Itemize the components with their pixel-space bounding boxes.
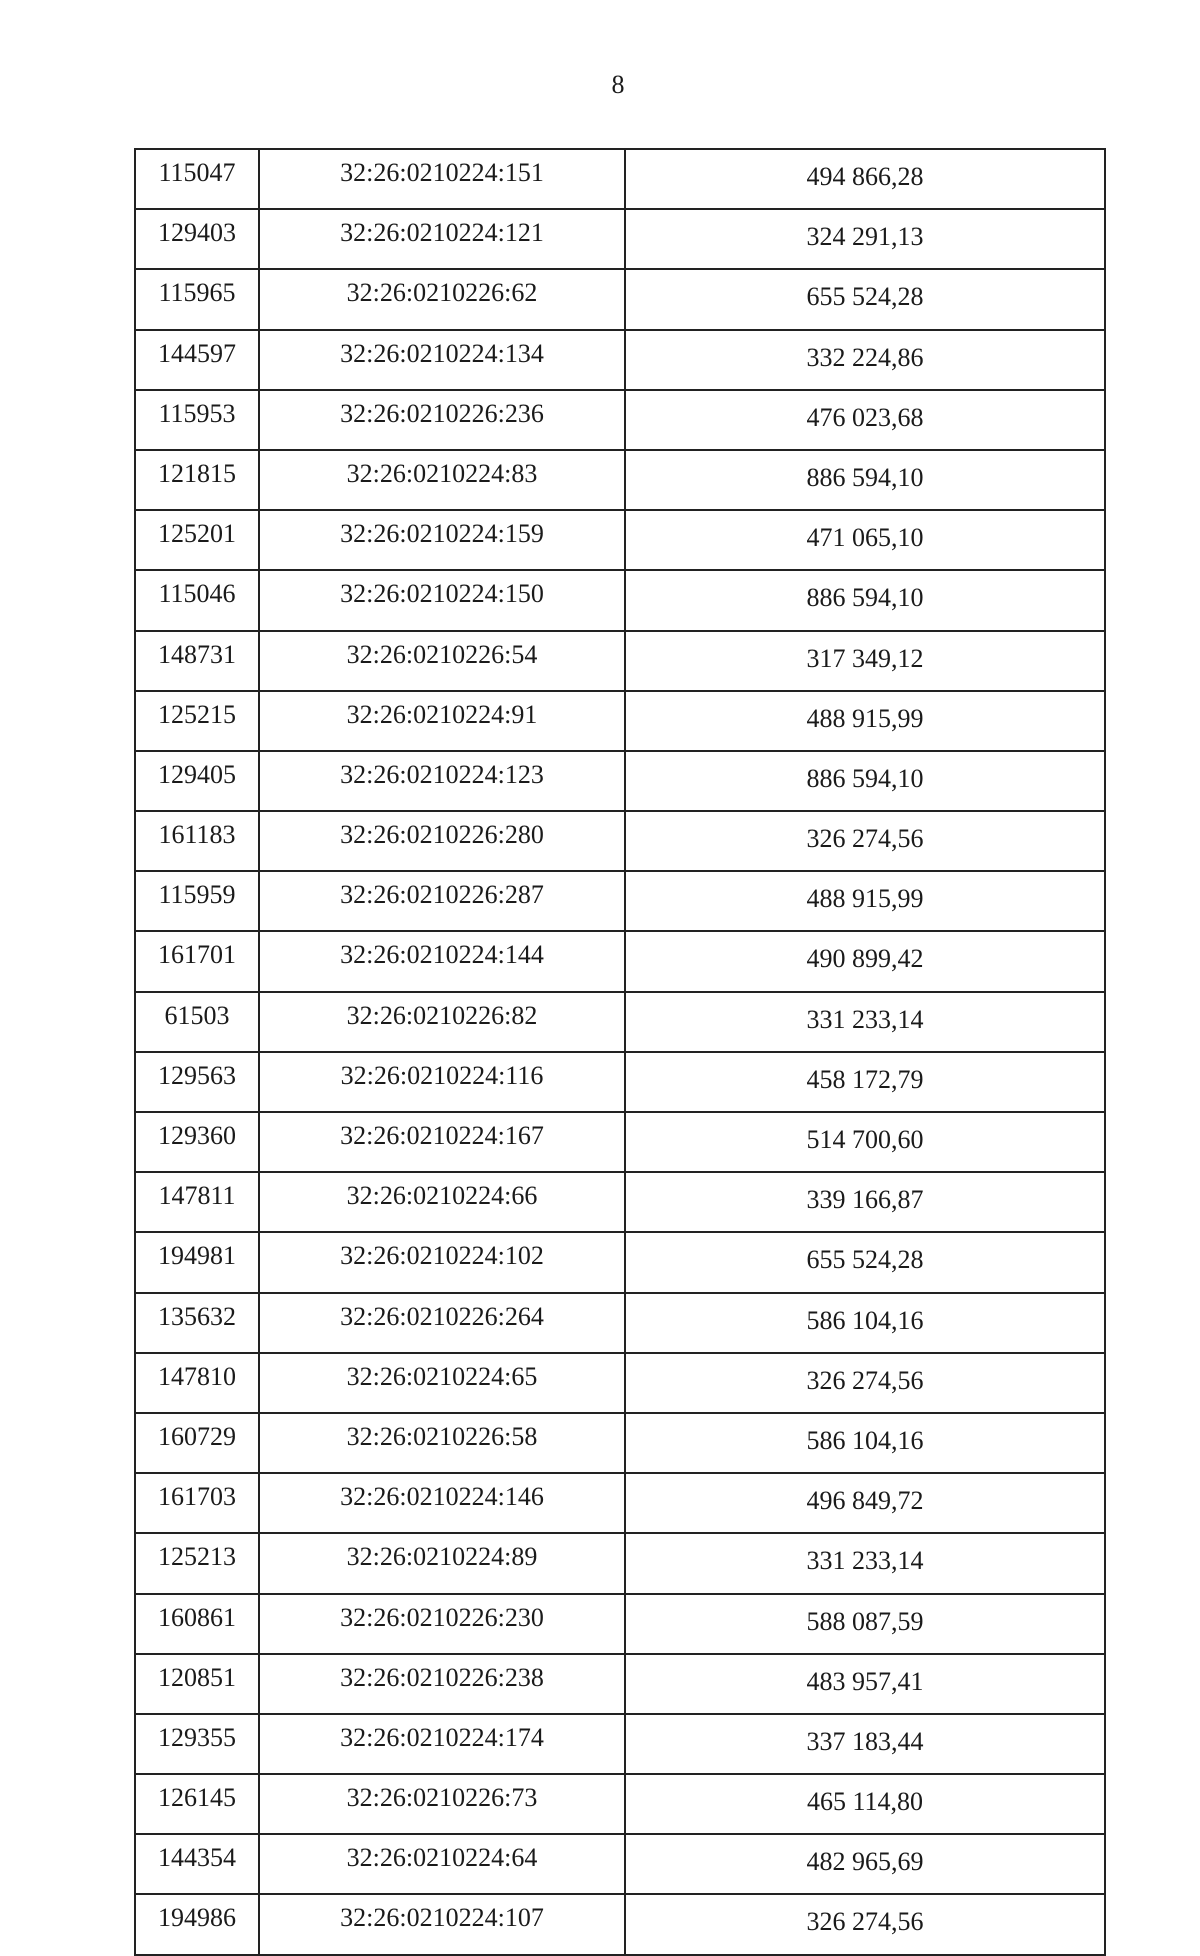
cell-cadastral-number: 32:26:0210226:54 — [259, 631, 625, 691]
table-row — [135, 269, 1105, 329]
cell-id: 126145 — [135, 1774, 259, 1834]
cell-value: 458 172,79 — [625, 1052, 1105, 1112]
cell-value: 514 700,60 — [625, 1112, 1105, 1172]
cell-id: 160729 — [135, 1413, 259, 1473]
table-row — [135, 450, 1105, 510]
cell-value: 332 224,86 — [625, 330, 1105, 390]
cell-cadastral-number: 32:26:0210224:66 — [259, 1172, 625, 1232]
cell-id: 161703 — [135, 1473, 259, 1533]
cell-id: 115959 — [135, 871, 259, 931]
cell-value: 488 915,99 — [625, 871, 1105, 931]
cell-id: 125215 — [135, 691, 259, 751]
cell-id: 144597 — [135, 330, 259, 390]
cell-id: 135632 — [135, 1293, 259, 1353]
cell-cadastral-number: 32:26:0210224:134 — [259, 330, 625, 390]
cell-value: 476 023,68 — [625, 390, 1105, 450]
table-row — [135, 1172, 1105, 1232]
cell-cadastral-number: 32:26:0210224:123 — [259, 751, 625, 811]
cell-id: 121815 — [135, 450, 259, 510]
table-row — [135, 209, 1105, 269]
cell-id: 147811 — [135, 1172, 259, 1232]
cell-id: 147810 — [135, 1353, 259, 1413]
cell-cadastral-number: 32:26:0210224:65 — [259, 1353, 625, 1413]
cell-cadastral-number: 32:26:0210224:102 — [259, 1232, 625, 1292]
cell-cadastral-number: 32:26:0210224:107 — [259, 1894, 625, 1954]
cell-id: 194986 — [135, 1894, 259, 1954]
table-row — [135, 1112, 1105, 1172]
table-row — [135, 1353, 1105, 1413]
cell-cadastral-number: 32:26:0210226:280 — [259, 811, 625, 871]
table-row — [135, 1714, 1105, 1774]
cell-id: 129403 — [135, 209, 259, 269]
cell-value: 326 274,56 — [625, 1353, 1105, 1413]
cell-cadastral-number: 32:26:0210224:121 — [259, 209, 625, 269]
table-row — [135, 1774, 1105, 1834]
cell-cadastral-number: 32:26:0210226:236 — [259, 390, 625, 450]
cell-value: 331 233,14 — [625, 992, 1105, 1052]
cell-value: 339 166,87 — [625, 1172, 1105, 1232]
cell-cadastral-number: 32:26:0210226:82 — [259, 992, 625, 1052]
cell-value: 326 274,56 — [625, 811, 1105, 871]
cell-value: 483 957,41 — [625, 1654, 1105, 1714]
table-row — [135, 1473, 1105, 1533]
table-row — [135, 751, 1105, 811]
cell-id: 144354 — [135, 1834, 259, 1894]
cell-id: 115965 — [135, 269, 259, 329]
cell-value: 490 899,42 — [625, 931, 1105, 991]
table-row — [135, 992, 1105, 1052]
cell-value: 488 915,99 — [625, 691, 1105, 751]
cell-id: 160861 — [135, 1594, 259, 1654]
cell-id: 129360 — [135, 1112, 259, 1172]
table-row — [135, 1594, 1105, 1654]
cell-id: 194981 — [135, 1232, 259, 1292]
table-row — [135, 1894, 1105, 1954]
cell-id: 61503 — [135, 992, 259, 1052]
cell-id: 125213 — [135, 1533, 259, 1593]
cell-cadastral-number: 32:26:0210224:144 — [259, 931, 625, 991]
data-table — [134, 148, 1106, 1956]
cell-cadastral-number: 32:26:0210224:116 — [259, 1052, 625, 1112]
cell-cadastral-number: 32:26:0210226:62 — [259, 269, 625, 329]
cell-id: 129355 — [135, 1714, 259, 1774]
cell-value: 326 274,56 — [625, 1894, 1105, 1954]
cell-id: 129405 — [135, 751, 259, 811]
cell-id: 148731 — [135, 631, 259, 691]
cell-value: 337 183,44 — [625, 1714, 1105, 1774]
cell-id: 129563 — [135, 1052, 259, 1112]
cell-id: 115047 — [135, 149, 259, 209]
cell-id: 115953 — [135, 390, 259, 450]
table-row — [135, 1293, 1105, 1353]
cell-value: 886 594,10 — [625, 751, 1105, 811]
table-body — [135, 149, 1105, 1955]
table-row — [135, 149, 1105, 209]
cell-cadastral-number: 32:26:0210224:174 — [259, 1714, 625, 1774]
cell-value: 482 965,69 — [625, 1834, 1105, 1894]
table-row — [135, 570, 1105, 630]
cell-id: 115046 — [135, 570, 259, 630]
cell-value: 494 866,28 — [625, 149, 1105, 209]
cell-cadastral-number: 32:26:0210224:146 — [259, 1473, 625, 1533]
table-row — [135, 931, 1105, 991]
cell-id: 120851 — [135, 1654, 259, 1714]
cell-cadastral-number: 32:26:0210226:287 — [259, 871, 625, 931]
table-row — [135, 510, 1105, 570]
cell-cadastral-number: 32:26:0210224:91 — [259, 691, 625, 751]
cell-id: 161183 — [135, 811, 259, 871]
cell-cadastral-number: 32:26:0210224:159 — [259, 510, 625, 570]
cell-id: 125201 — [135, 510, 259, 570]
cell-cadastral-number: 32:26:0210224:167 — [259, 1112, 625, 1172]
cell-cadastral-number: 32:26:0210224:150 — [259, 570, 625, 630]
table-row — [135, 1834, 1105, 1894]
cell-value: 886 594,10 — [625, 450, 1105, 510]
table-row — [135, 811, 1105, 871]
table-row — [135, 871, 1105, 931]
table-row — [135, 390, 1105, 450]
table-row — [135, 631, 1105, 691]
cell-value: 655 524,28 — [625, 1232, 1105, 1292]
page-number: 8 — [611, 70, 625, 99]
cell-cadastral-number: 32:26:0210226:230 — [259, 1594, 625, 1654]
table-row — [135, 1413, 1105, 1473]
cell-value: 886 594,10 — [625, 570, 1105, 630]
cell-cadastral-number: 32:26:0210226:264 — [259, 1293, 625, 1353]
cell-value: 465 114,80 — [625, 1774, 1105, 1834]
cell-cadastral-number: 32:26:0210224:64 — [259, 1834, 625, 1894]
cell-value: 496 849,72 — [625, 1473, 1105, 1533]
cell-value: 471 065,10 — [625, 510, 1105, 570]
table-row — [135, 1654, 1105, 1714]
cell-cadastral-number: 32:26:0210226:238 — [259, 1654, 625, 1714]
cell-cadastral-number: 32:26:0210226:58 — [259, 1413, 625, 1473]
cell-cadastral-number: 32:26:0210224:83 — [259, 450, 625, 510]
cell-cadastral-number: 32:26:0210226:73 — [259, 1774, 625, 1834]
cell-value: 655 524,28 — [625, 269, 1105, 329]
cell-value: 331 233,14 — [625, 1533, 1105, 1593]
cell-value: 324 291,13 — [625, 209, 1105, 269]
cell-cadastral-number: 32:26:0210224:89 — [259, 1533, 625, 1593]
cell-id: 161701 — [135, 931, 259, 991]
table-row — [135, 1533, 1105, 1593]
cell-value: 317 349,12 — [625, 631, 1105, 691]
table-row — [135, 330, 1105, 390]
cell-value: 586 104,16 — [625, 1293, 1105, 1353]
cell-cadastral-number: 32:26:0210224:151 — [259, 149, 625, 209]
table-row — [135, 691, 1105, 751]
table-row — [135, 1232, 1105, 1292]
cell-value: 586 104,16 — [625, 1413, 1105, 1473]
table-row — [135, 1052, 1105, 1112]
cell-value: 588 087,59 — [625, 1594, 1105, 1654]
